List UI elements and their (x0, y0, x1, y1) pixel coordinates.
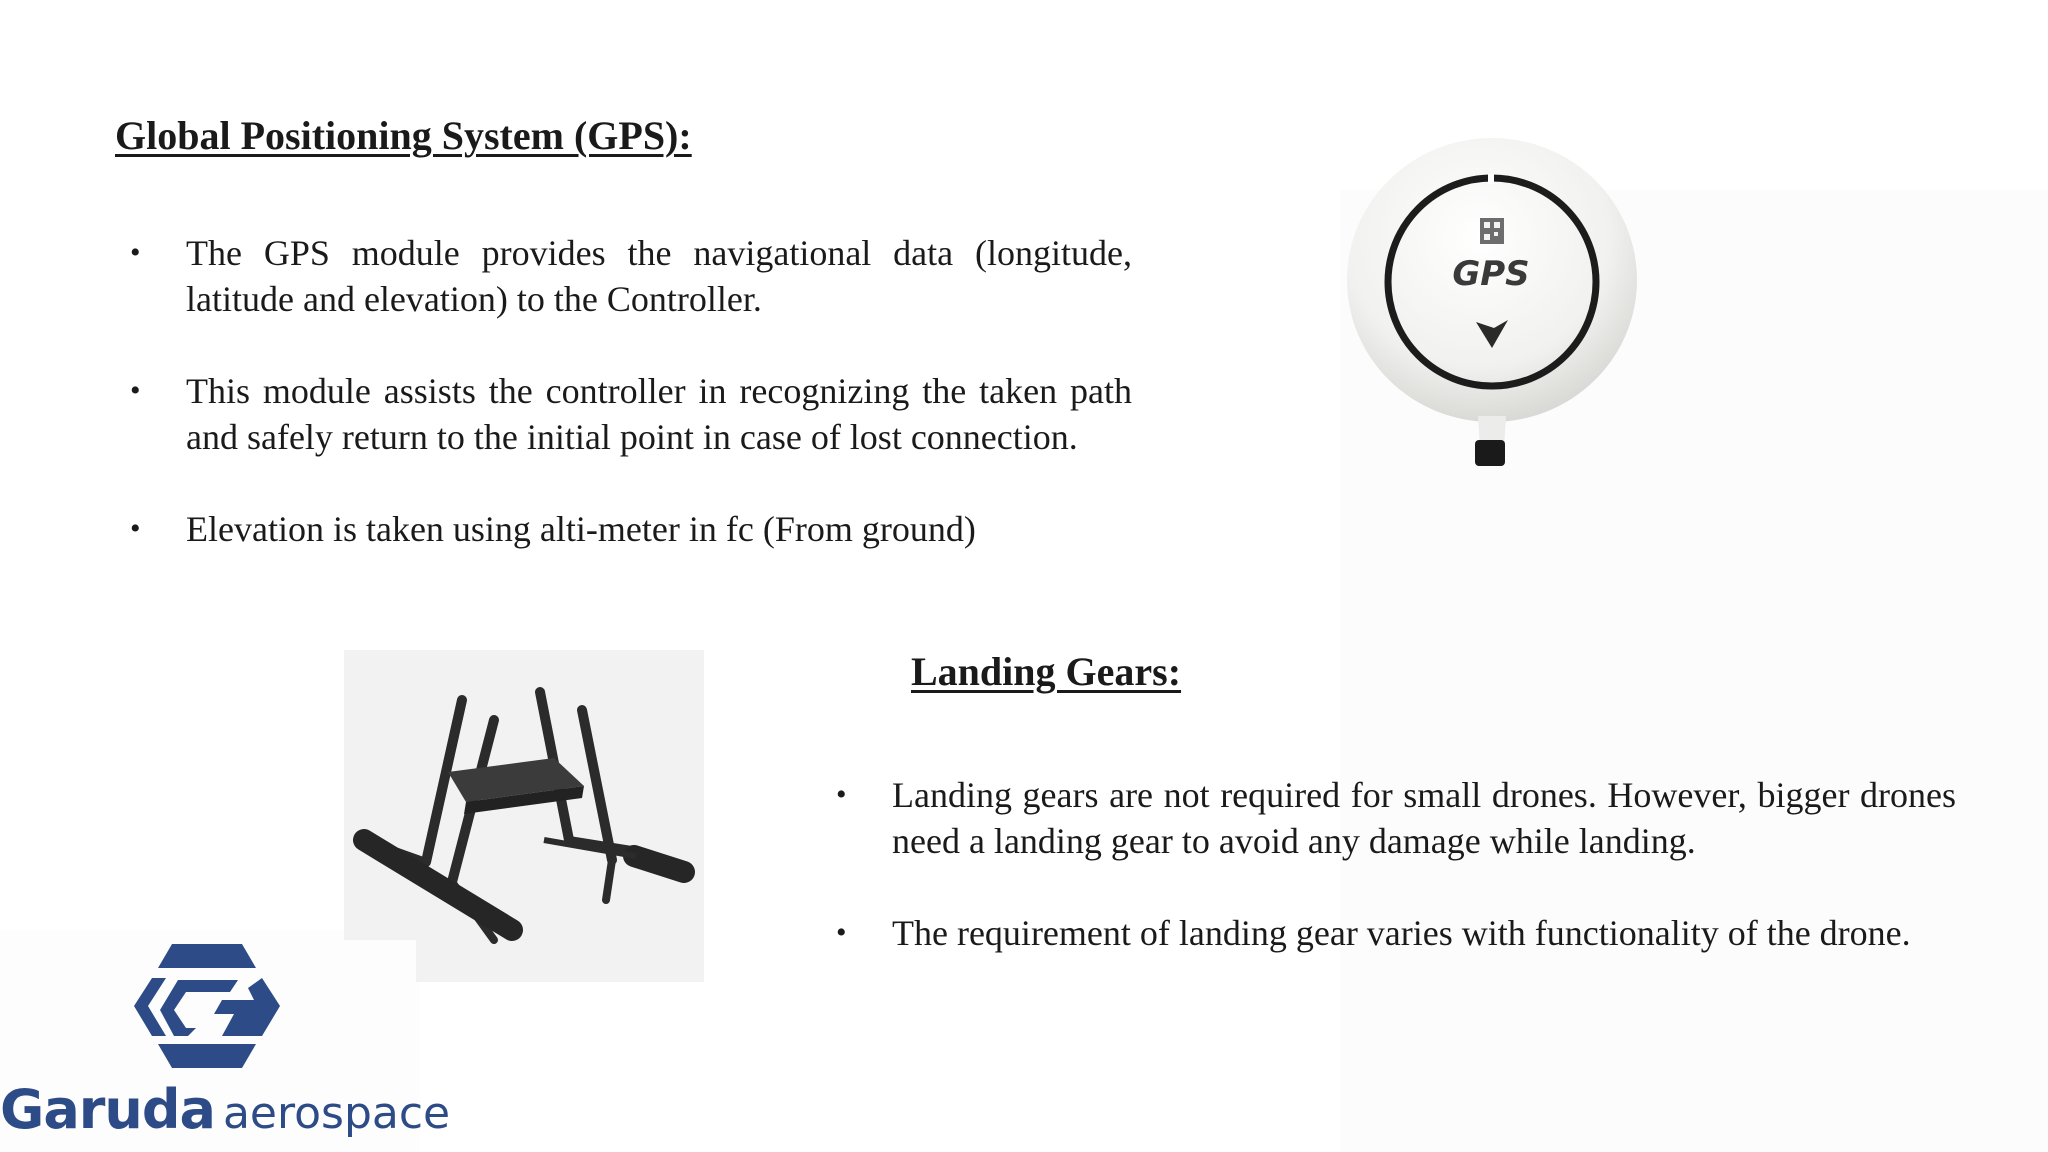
logo-brand-text: Garuda (0, 1078, 215, 1141)
bullet-icon: • (130, 374, 141, 407)
garuda-logo (0, 940, 451, 1152)
garuda-hexagon-logo-icon (134, 940, 280, 1070)
bullet-icon: • (130, 236, 141, 269)
garuda-logo-text (0, 1078, 451, 1151)
gps-bullet-text: Elevation is taken using alti-meter in fc (From ground) (186, 509, 976, 549)
gps-bullet-item (130, 368, 1132, 460)
landing-bullet-text: Landing gears are not required for small drones. However, bigger drones need a landing gear to avoid any damage while landing. (892, 775, 1956, 861)
gps-bullet-item (130, 506, 1132, 552)
landing-section-heading: Landing Gears: (911, 649, 1182, 694)
gps-bullet-item (130, 230, 1132, 322)
landing-bullet-text: The requirement of landing gear varies with functionality of the drone. (892, 913, 1911, 953)
bullet-icon: • (836, 778, 847, 811)
landing-bullet-item (836, 910, 1956, 956)
gps-section-heading: Global Positioning System (GPS): (115, 113, 692, 158)
landing-bullet-list (836, 772, 1956, 956)
landing-bullet-item (836, 772, 1956, 864)
bullet-icon: • (836, 916, 847, 949)
gps-bullet-list (130, 230, 1132, 552)
gps-bullet-text: This module assists the controller in recognizing the taken path and safely return to the initial point in case of lost connection. (186, 371, 1132, 457)
gps-device-label: GPS (1452, 254, 1530, 294)
gps-module-icon (1340, 130, 1640, 490)
gps-bullet-text: The GPS module provides the navigational data (longitude, latitude and elevation) to the Controller. (186, 233, 1132, 319)
bullet-icon: • (130, 512, 141, 545)
logo-suffix-text: aerospace (222, 1088, 451, 1139)
gps-module-image (1340, 130, 1640, 490)
landing-gear-icon (344, 650, 704, 982)
landing-gear-image (344, 650, 704, 982)
